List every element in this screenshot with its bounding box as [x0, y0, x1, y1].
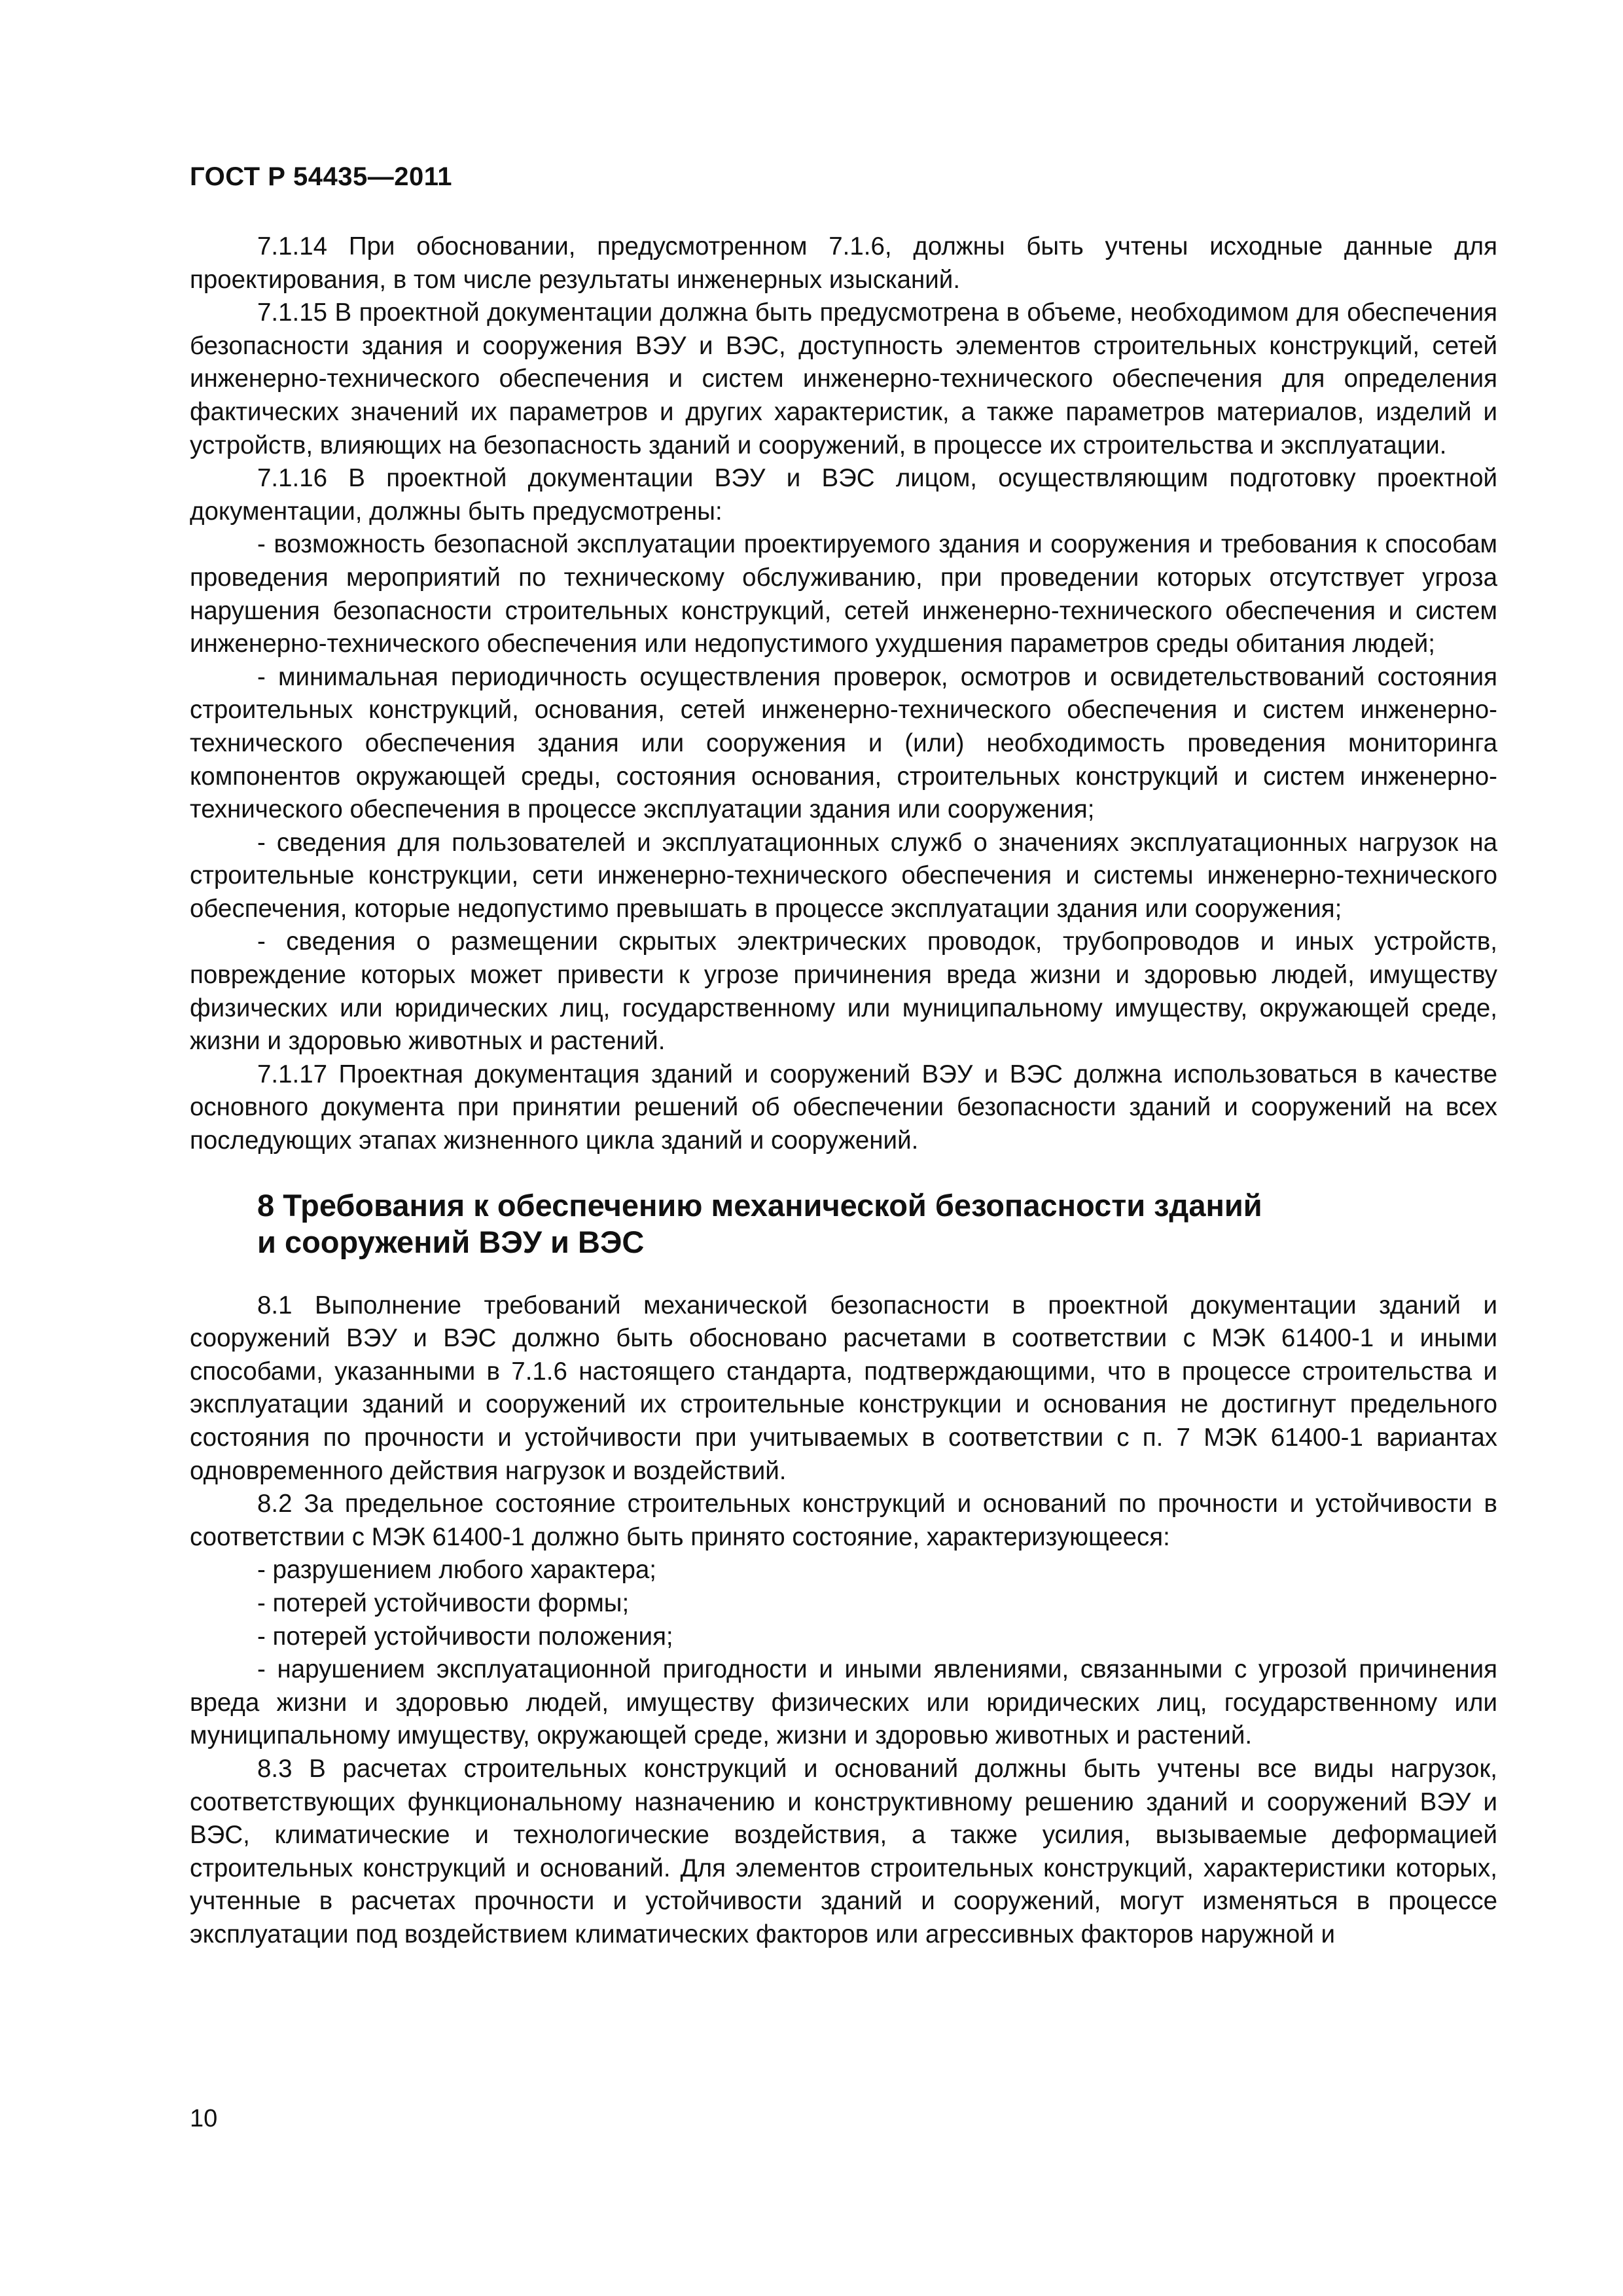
document-body [190, 230, 1497, 1952]
paragraph-7-1-15: 7.1.15 В проектной документации должна быть предусмотрена в объеме, необходимом для обеспечения безопасности здания и сооружения ВЭУ и ВЭС, доступность элементов строительных конструкций, сетей инженерно-технического обеспечения и систем инженерно-технического обеспечения для определения фактических значений их параметров и других характеристик, а также параметров материалов, изделий и устройств, влияющих на безопасность зданий и сооружений, в процессе их строительства и эксплуатации. [190, 298, 1497, 459]
paragraph-8-1: 8.1 Выполнение требований механической безопасности в проектной документации зданий и сооружений ВЭУ и ВЭС должно быть обосновано расчетами в соответствии с МЭК 61400-1 и иными способами, указанными в 7.1.6 настоящего стандарта, подтверждающими, что в процессе строительства и эксплуатации зданий и сооружений их строительные конструкции и основания не достигнут предельного состояния по прочности и устойчивости при учитываемых в соответствии с п. 7 МЭК 61400-1 вариантах одновременного действия нагрузок и воздействий. [190, 1291, 1497, 1485]
list-item-load-info: - сведения для пользователей и эксплуатационных служб о значениях эксплуатационных нагрузок на строительные конструкции, сети инженерно-технического обеспечения и системы инженерно-технического обеспечения, которые недопустимо превышать в процессе эксплуатации здания или сооружения; [190, 828, 1497, 923]
paragraph-7-1-17: 7.1.17 Проектная документация зданий и сооружений ВЭУ и ВЭС должна использоваться в качестве основного документа при принятии решений об обеспечении безопасности зданий и сооружений на всех последующих этапах жизненного цикла зданий и сооружений. [190, 1060, 1497, 1155]
list-item-safe-operation: - возможность безопасной эксплуатации проектируемого здания и сооружения и требования к способам проведения мероприятий по техническому обслуживанию, при проведении которых отсутствует угроза нарушения безопасности строительных конструкций, сетей инженерно-технического обеспечения и систем инженерно-технического обеспечения или недопустимого ухудшения параметров среды обитания людей; [190, 530, 1497, 658]
list-item-position-stability: - потерей устойчивости положения; [257, 1622, 673, 1651]
list-item-serviceability: - нарушением эксплуатационной пригодности и иными явлениями, связанными с угрозой причинения вреда жизни и здоровью людей, имуществу физических или юридических лиц, государственному или муниципальному имуществу, окружающей среде, жизни и здоровью животных и растений. [190, 1655, 1497, 1750]
section-8-heading [257, 1187, 1370, 1261]
list-item-hidden-wiring: - сведения о размещении скрытых электрических проводок, трубопроводов и иных устройств, повреждение которых может привести к угрозе причинения вреда жизни и здоровью людей, имуществу физических или юридических лиц, государственному или муниципальному имуществу, окружающей среде, жизни и здоровью животных и растений. [190, 927, 1497, 1056]
list-item-shape-stability: - потерей устойчивости формы; [257, 1588, 630, 1617]
list-item-destruction: - разрушением любого характера; [257, 1556, 657, 1585]
page-number: 10 [190, 2105, 218, 2132]
paragraph-7-1-14: 7.1.14 При обосновании, предусмотренном 7.1.6, должны быть учтены исходные данные для проектирования, в том числе результаты инженерных изысканий. [190, 232, 1497, 294]
list-item-inspection-frequency: - минимальная периодичность осуществления проверок, осмотров и освидетельствований состояния строительных конструкций, основания, сетей инженерно-технического обеспечения и систем инженерно-технического обеспечения здания или сооружения и (или) необходимость проведения мониторинга компонентов окружающей среды, состояния основания, строительных конструкций и систем инженерно-технического обеспечения в процессе эксплуатации здания или сооружения; [190, 662, 1497, 824]
paragraph-8-2: 8.2 За предельное состояние строительных конструкций и оснований по прочности и устойчивости в соответствии с МЭК 61400-1 должно быть принято состояние, характеризующееся: [190, 1490, 1497, 1551]
paragraph-8-3: 8.3 В расчетах строительных конструкций и оснований должны быть учтены все виды нагрузок, соответствующих функциональному назначению и конструктивному решению зданий и сооружений ВЭУ и ВЭС, климатические и технологические воздействия, а также усилия, вызываемые деформацией строительных конструкций и оснований. Для элементов строительных конструкций, характеристики которых, учтенные в расчетах прочности и устойчивости зданий и сооружений, могут изменяться в процессе эксплуатации под воздействием климатических факторов или агрессивных факторов наружной и [190, 1754, 1497, 1948]
section-8-heading-line1: 8 Требования к обеспечению механической безопасности зданий [257, 1187, 1262, 1223]
paragraph-7-1-16: 7.1.16 В проектной документации ВЭУ и ВЭС лицом, осуществляющим подготовку проектной документации, должны быть предусмотрены: [190, 464, 1497, 526]
section-8-heading-line2: и сооружений ВЭУ и ВЭС [257, 1224, 645, 1259]
document-header: ГОСТ Р 54435—2011 [190, 162, 452, 191]
